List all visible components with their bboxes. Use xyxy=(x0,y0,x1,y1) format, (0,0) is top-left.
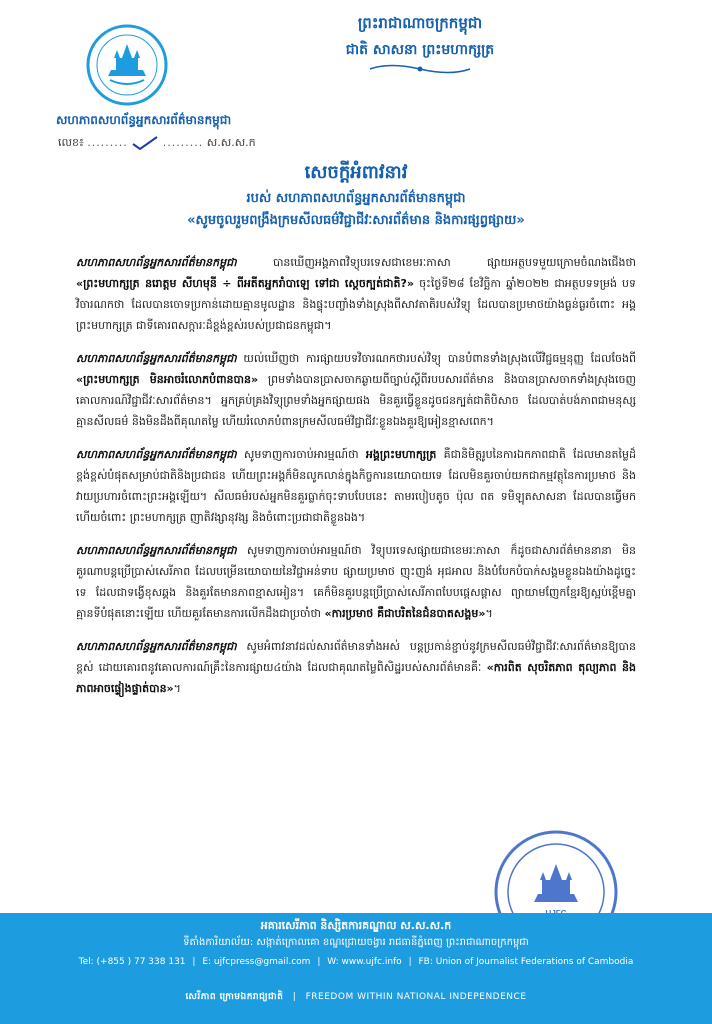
reference-suffix: ស.ស.ស.ក xyxy=(206,136,256,149)
paragraph-text: បានឃើញអង្គភាពវិទ្យុបរទេសជាខេមរៈភាសា ផ្សាយអត្ថបទមួយក្រោមចំណងជើងថា xyxy=(236,256,636,269)
document-title: សេចក្តីអំពាវនាវ xyxy=(304,162,408,183)
paragraph-4 xyxy=(76,540,636,624)
paragraph-quote: «ការពិត សុចរិតភាព តុល្យភាព និងភាពអាចផ្ទៀងផ្ទាត់បាន» xyxy=(76,661,636,695)
footer-tel: Tel: (+855 ) 77 338 131 xyxy=(78,957,186,967)
paragraph-text: យល់ឃើញថា ការផ្សាយបទវិចារណកថារបស់វិទ្យុ បានបំពានទាំងស្រុងលើវិជ្ជធម្មនុញ្ញ ដែលចែងពី xyxy=(236,352,636,365)
paragraph-quote: អង្គព្រះមហាក្សត្រ xyxy=(365,448,437,461)
footer-separator: | xyxy=(317,957,321,967)
paragraph-quote: «ព្រះមហាក្សត្រ មិនអាចរំលោភបំពានបាន» xyxy=(76,373,259,386)
footer-slogan xyxy=(0,991,712,1004)
subtitle-line-2: «សូមចូលរួមពង្រឹងក្រមសីលធម៌វិជ្ជាជីវៈសារព័ត៌មាន និងការផ្សព្វផ្សាយ» xyxy=(187,213,525,228)
paragraph-text: សូមទាញការចាប់អារម្មណ៍ថា xyxy=(236,448,366,461)
paragraph-text: ។ xyxy=(485,607,493,620)
document-subtitle xyxy=(60,188,652,232)
national-motto: ជាតិ សាសនា ព្រះមហាក្សត្រ xyxy=(345,42,495,58)
footer-separator: | xyxy=(408,957,412,967)
paragraph-text: គឺជានិមិត្តរូបនៃការឯកភាពជាតិ ដែលមានតម្លៃដ៏ខ្ពង់ខ្ពស់បំផុតសម្រាប់ជាតិនិងប្រជាជន ហើយព្រះអង្គក៏មិនលូកលាន់ក្នុងកិច្ចការនយោបាយទេ ដែលមិនគួរចាប់យកជាកម្មវត្ថុនៃការប្រមាថ និងវាយប្រហារចំពោះព្រះអង្គឡើយ។ សីលធម៌របស់អ្នកមិនគួរធ្លាក់ចុះទាបបែបនេះ តាមរបៀបតូច ប៉ុល ពត ទមិឡុតសាសនា ដែលបានធ្វើមកហើយចំពោះ ព្រះមហាក្សត្រ ញាតិវង្សានុវង្ស និងចំពោះប្រជាជាតិខ្លួនឯង។ xyxy=(76,448,636,524)
paragraph-text: សូមទាញការចាប់អារម្មណ៍ថា វិទ្យុបរទេសផ្សាយជាខេមរៈភាសា ក៏ដូចជាសារព័ត៌មាននានា មិនគួរណាបន្តប្រើប្រាស់សេរីភាព ដែលបម្រើនយោបាយនៃវិជ្ជាអន់ទាប ផ្សាយប្រមាថ ញុះញង់ អុជអាល និងបំបែកបំបាក់សង្គមខ្លួនឯងយ៉ាងដូច្នេះទេ ដែលជាទង្វើខុសឆ្គង និងគួរតែមានភាពខ្មាសអៀន។ គេក៏មិនគួរបន្តប្រើប្រាស់សេរីភាពបែបផ្ដេសផ្ដាស ព្យាយាមញែកខ្មែរឱ្យស្អប់ខ្ពើមគ្នាគ្មានទីបំផុតនោះឡើយ ហើយគួរតែមានការលើកដឹងជាប្រចាំថា xyxy=(76,544,636,620)
reference-dots: ......... xyxy=(87,136,128,149)
footer-email[interactable]: E: ujfcpress@gmail.com xyxy=(202,957,311,967)
paragraph-lead: សហភាពសហព័ន្ធអ្នកសារព័ត៌មានកម្ពុជា xyxy=(76,448,237,461)
paragraph-lead: សហភាពសហព័ន្ធអ្នកសារព័ត៌មានកម្ពុជា xyxy=(76,640,237,653)
paragraph-1 xyxy=(76,252,636,336)
footer-building: អគារសេរីភាព និស្សិតការគណ្ឌាល ស.ស.ស.ក xyxy=(260,919,452,932)
reference-number xyxy=(58,136,278,152)
footer-slogan-english: FREEDOM WITHIN NATIONAL INDEPENDENCE xyxy=(305,992,527,1002)
footer-contacts xyxy=(0,957,712,967)
organization-name: សហភាពសហព័ន្ធអ្នកសារព័ត៌មានកម្ពុជា xyxy=(56,113,232,127)
kingdom-heading: ព្រះរាជាណាចក្រកម្ពុជា xyxy=(357,14,483,32)
paragraph-lead: សហភាពសហព័ន្ធអ្នកសារព័ត៌មានកម្ពុជា xyxy=(76,544,237,557)
paragraph-text: ចុះថ្ងៃទី២៨ ខែវិច្ឆិកា ឆ្នាំ២០២២ ជាអត្ថបទទម្រង់ បទវិចារណកថា ដែលបានចោទប្រកាន់ដោយគ្មានមូលដ្ឋាន និងផ្ទុះបញ្ចាំងទាំងស្រុងពីសាវតាតិរបស់វិទ្យុ ដែលបានប្រមាថយ៉ាងធ្ងន់ធ្ងរចំពោះ អង្គព្រះមហាក្សត្រ ជាទីគោរពសក្ការៈដ៏ខ្ពង់ខ្ពស់របស់ប្រជាជនកម្ពុជា។ xyxy=(76,277,636,332)
footer-separator: | xyxy=(192,957,196,967)
footer-separator: | xyxy=(292,992,297,1002)
checkmark-icon xyxy=(131,136,159,150)
ornament-divider-icon xyxy=(360,62,480,76)
paragraph-5 xyxy=(76,636,636,699)
paragraph-quote: «ព្រះមហាក្សត្រ នរោត្តម សីហមុនី ÷ ពីអតីតអ្នករាំបាឡេ ទៅជា ស្ដេចក្បត់ជាតិ?» xyxy=(76,277,414,290)
footer-website[interactable]: W: www.ujfc.info xyxy=(327,957,402,967)
paragraph-quote: «ការប្រមាថ គឺជាបរិតនៃជំនបាតសង្គម» xyxy=(324,607,486,620)
paragraph-lead: សហភាពសហព័ន្ធអ្នកសារព័ត៌មានកម្ពុជា xyxy=(76,256,237,269)
paragraph-text: ព្រមទាំងបានប្រាសចាកឆ្ងាយពីច្បាប់ស្ដីពីរបបសារព័ត៌មាន និងបានប្រាសចាកទាំងស្រុងចេញគោលការណ៍វិជ្ជាជីវៈសារព័ត៌មាន។ អ្នកគ្រប់គ្រងវិទ្យុព្រមទាំងអ្នកផ្សាយផង មិនគួរធ្វើខ្លួនដូចជនក្បត់ជាតិបិសាច ដែលបាត់បង់ភាពជាមនុស្ស គ្មានសីលធម៌ និងមិនដឹងពីគុណតម្លៃ ហើយរំលោភបំពានក្រមសីលធម៌វិជ្ជាជីវៈខ្លួនឯងគួរឱ្យអៀនខ្មាសពេក។ xyxy=(76,373,636,428)
paragraph-2 xyxy=(76,348,636,432)
document-body xyxy=(76,252,636,711)
footer-facebook[interactable]: FB: Union of Journalist Federations of Cambodia xyxy=(418,957,634,967)
paragraph-lead: សហភាពសហព័ន្ធអ្នកសារព័ត៌មានកម្ពុជា xyxy=(76,352,237,365)
subtitle-line-1: របស់ សហភាពសហព័ន្ធអ្នកសារព័ត៌មានកម្ពុជា xyxy=(246,191,466,206)
footer-slogan-khmer: សេរីភាព ក្រោមឯករាជ្យជាតិ xyxy=(185,992,284,1002)
paragraph-text: ។ xyxy=(173,682,181,695)
reference-dots-2: ......... xyxy=(162,136,204,149)
paragraph-text: សូមអំពាវនាវដល់សារព័ត៌មានទាំងអស់ បន្តប្រកាន់ខ្ជាប់នូវក្រមសីលធម៌វិជ្ជាជីវៈសារព័ត៌មានឱ្យបានខ្ពស់ ដោយគោរពនូវគោលការណ៍គ្រឹះនៃការផ្សាយ៤យ៉ាង ដែលជាគុណតម្លៃពិសិដ្ឋរបស់សារព័ត៌មានគឺៈ xyxy=(76,640,636,674)
reference-prefix: លេខ៖ xyxy=(58,136,84,149)
footer xyxy=(0,913,712,1024)
organization-logo xyxy=(86,24,168,106)
paragraph-3 xyxy=(76,444,636,528)
footer-address: ទីតាំងការិយាល័យ: សង្កាត់ក្រោលគោ ខណ្ឌជ្រោយចង្វារ រាជធានីភ្នំពេញ ព្រះរាជាណាចក្រកម្ពុជា xyxy=(183,937,529,948)
